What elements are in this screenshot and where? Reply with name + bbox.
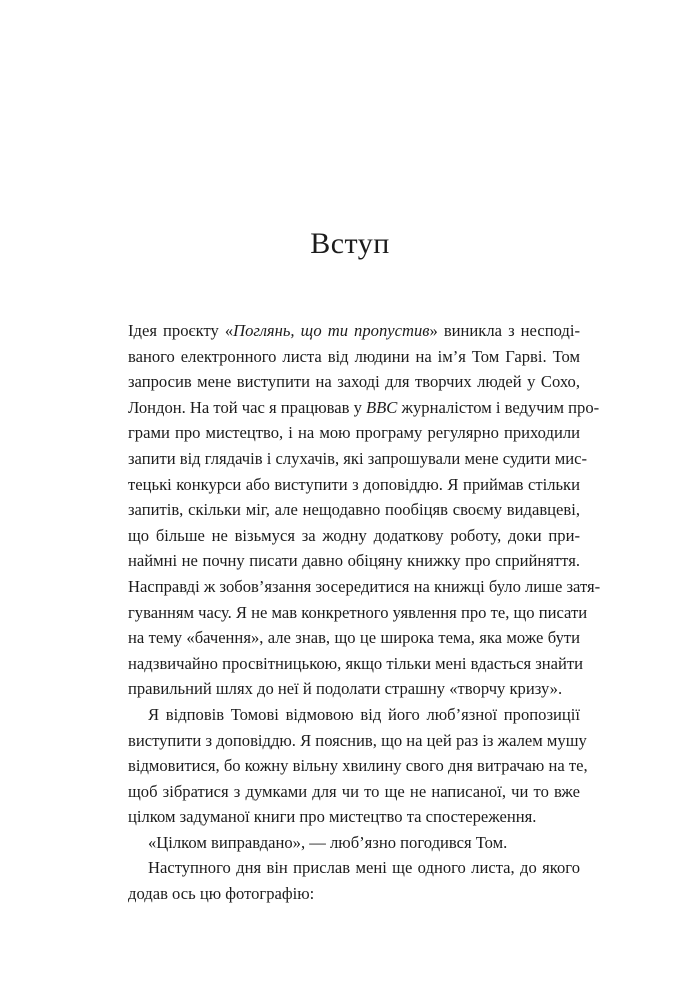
paragraph [128,702,588,830]
text-line: Наступного дня він прислав мені ще одного листа, до якого [148,858,580,878]
text-line: наймні не почну писати давно обіцяну книжку про сприйняття. [128,551,580,571]
text-line: Я відповів Томові відмовою від його люб’язної пропозиції [148,704,580,724]
paragraph [128,855,580,906]
chapter-title: Вступ [310,227,390,260]
text-line: відмовитися, бо кожну вільну хвилину свого дня витрачаю на те, [128,756,588,776]
text-line: на тему «бачення», але знав, що це широка тема, яка може бути [128,628,580,648]
text-line: надзвичайно просвітницькою, якщо тільки мені вдасться знайти [128,653,584,673]
text-line: запитів, скільки міг, але нещодавно пообіцяв своєму видавцеві, [128,500,580,520]
text-line: запити від глядачів і слухачів, які запрошували мене судити мис- [128,448,587,468]
text-line: виступити з доповіддю. Я пояснив, що на цей раз із жалем мушу [128,730,587,750]
project-title: Поглянь, що ти пропустив [233,321,430,340]
text-line: правильний шлях до неї й подолати страшну «творчу кризу». [128,679,563,699]
text-line: щоб зібратися з думками для чи то ще не написаної, чи то вже [128,781,580,801]
text-line: грами про мистецтво, і на мою програму регулярно приходили [128,423,580,443]
text-line: «Цілком виправдано», — люб’язно погодився Том. [148,832,508,852]
text-line: додав ось цю фотографію: [128,884,315,904]
text-line: тецькі конкурси або виступити з доповіддю. Я приймав стільки [128,474,580,494]
paragraph [128,318,601,702]
text-line: запросив мене виступити на заході для творчих людей у Сохо, [128,372,580,392]
text-line: гуванням часу. Я не мав конкретного уявлення про те, що писати [128,602,588,622]
text-line: Ідея проєкту «Поглянь, що ти пропустив» виникла з несподі- [128,321,580,340]
text-line: ваного електронного листа від людини на ім’я Том Гарві. Том [128,346,580,366]
text-line: Лондон. На той час я працював у BBC журналістом і ведучим про- [128,397,600,417]
bbc-name: BBC [366,397,398,417]
paragraph [128,830,580,856]
body-text [128,318,601,907]
text-line: що більше не візьмуся за жодну додаткову роботу, доки при- [128,525,580,545]
text-line: цілком задуманої книги про мистецтво та спостереження. [128,807,537,827]
text-line: Насправді ж зобов’язання зосередитися на книжці було лише затя- [128,576,601,596]
